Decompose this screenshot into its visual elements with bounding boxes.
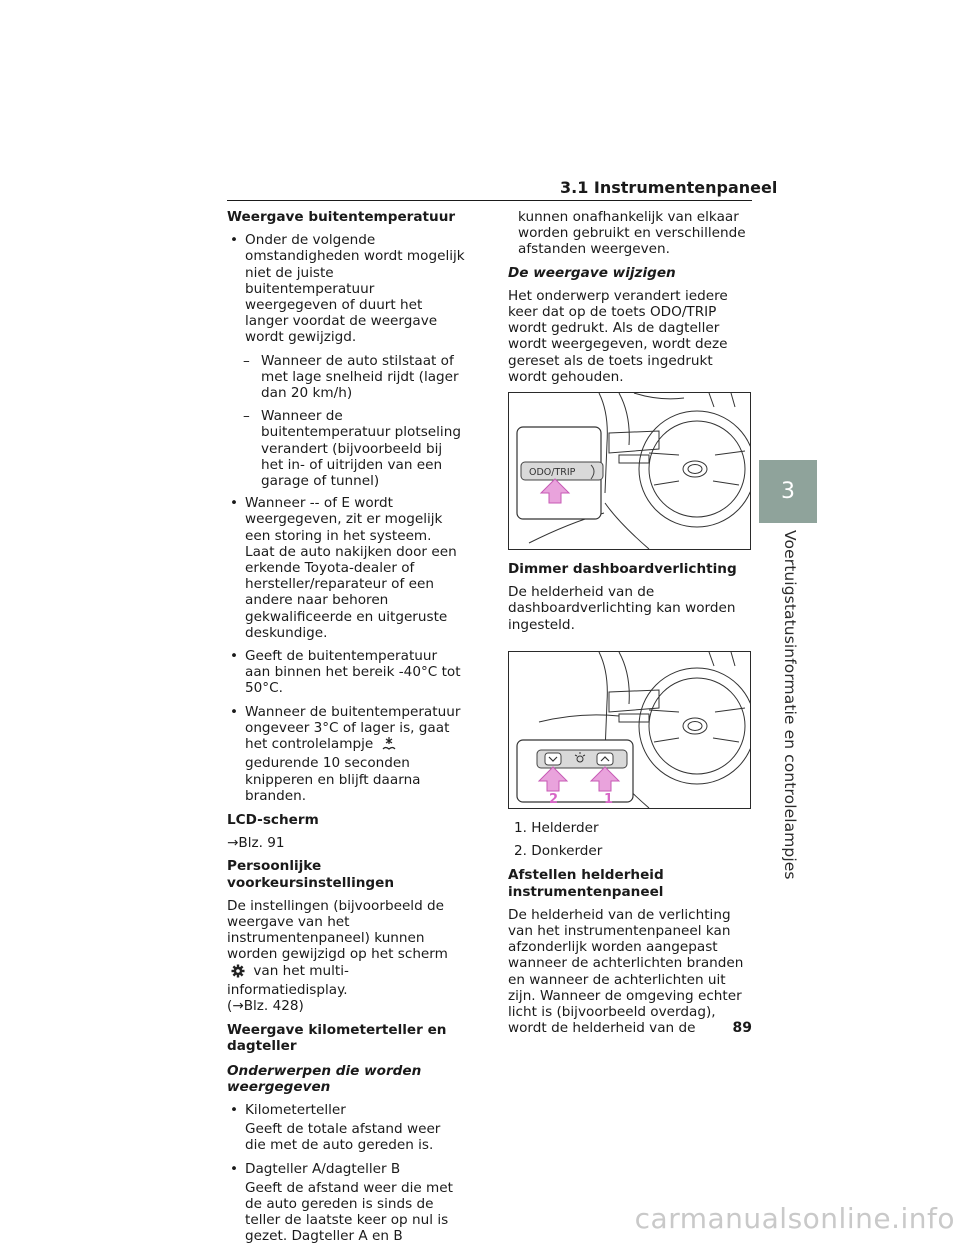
heading-brightness: Afstellen helderheid instrumentenpaneel [508,867,664,900]
header-divider [227,200,752,201]
bullet-conditions: • Onder de volgende omstandigheden wordt mogelijk niet de juiste buitentemperatuur weergegeven of duurt het langer voordat de weergave wordt gewijzigd. [227,232,465,345]
preferences-text [227,898,465,1014]
list-item-brighter: 1. Helderder [514,820,599,836]
bullet-range: • Geeft de buitentemperatuur aan binnen het bereik -40°C tot 50°C. [227,648,465,697]
bullet-ice-warning [227,704,465,804]
dimmer-text: De helderheid van de dashboardverlichting kan worden ingesteld. [508,584,736,633]
item-odometer: • Kilometerteller [227,1102,465,1118]
section-header: 3.1 Instrumentenpaneel [560,178,778,197]
item-tripmeter-desc: Geeft de afstand weer die met de auto gereden is sinds de teller de laatste keer op nul is gezet. Dagteller A en B [245,1179,453,1245]
preferences-text-b: van het multi-informatiedisplay. [227,962,349,998]
left-column [227,209,465,1252]
preferences-text-a: De instellingen (bijvoorbeeld de weergave van het instrumentenpaneel) kunnen worden gewijzigd op het scherm [227,897,448,963]
lcd-page-ref[interactable]: →Blz. 91 [227,835,285,852]
figure-odo-trip [508,392,751,550]
list-item-darker: 2. Donkerder [514,843,603,860]
ice-warning-text-b: gedurende 10 seconden knipperen en blijft daarna branden. [245,755,421,804]
odo-trip-button-label: ODO/TRIP [529,467,576,478]
gear-icon [231,964,245,982]
bullet-malfunction: • Wanneer -- of E wordt weergegeven, zit er mogelijk een storing in het systeem. Laat de auto nakijken door een erkende Toyota-dealer of hersteller/reparateur of een andere naar behoren gekwalificeerde en uitgeruste deskundige. [227,495,465,641]
heading-lcd: LCD-scherm [227,811,319,828]
brightness-text: De helderheid van de verlichting van het instrumentenpaneel kan afzonderlijk worden aangepast wanneer de achterlichten branden en wanneer de achterlichten uit zijn. Wanneer de omgeving echter licht is (bijvoorbeeld overdag), wordt de helderheid van de [508,906,744,1037]
ice-warning-text-a: Wanneer de buitentemperatuur ongeveer 3°C of lager is, gaat het controlelampje [245,703,461,753]
callout-2: 2 [549,792,559,807]
right-column-bottom [508,820,752,1043]
change-display-text: Het onderwerp verandert iedere keer dat op de toets ODO/TRIP wordt gedrukt. Als de dagteller wordt weergegeven, wordt deze gereset als de toets ingedrukt wordt gehouden. [508,287,728,385]
figure-dimmer [508,651,751,809]
heading-odometer: Weergave kilometerteller en dagteller [227,1022,447,1055]
heading-preferences: Persoonlijke voorkeursinstellingen [227,858,395,891]
dash-text-2: Wanneer de buitentemperatuur plotseling verandert (bijvoorbeeld bij het in- of uitrijden van een garage of tunnel) [261,408,461,490]
chapter-tab[interactable]: 3 [759,460,817,523]
ice-warning-icon [382,736,396,755]
dash-text-1: Wanneer de auto stilstaat of met lage snelheid rijdt (lager dan 20 km/h) [261,352,459,402]
page-number: 89 [732,1020,752,1036]
heading-change-display: De weergave wijzigen [508,264,676,281]
callout-1: 1 [604,792,614,807]
right-column-middle [508,561,752,640]
chapter-title: Voertuigstatusinformatie en controlelampjes [781,530,799,880]
right-column-top [508,209,752,392]
dash-item: – Wanneer de buitentemperatuur plotseling verandert (bijvoorbeeld bij het in- of uitrijden van een garage of tunnel) [243,408,461,490]
dash-item: – Wanneer de auto stilstaat of met lage snelheid rijdt (lager dan 20 km/h) [243,352,459,402]
item-odometer-desc: Geeft de totale afstand weer die met de auto gereden is. [245,1121,441,1154]
item-tripmeter: • Dagteller A/dagteller B [227,1161,465,1177]
preferences-page-ref[interactable]: (→Blz. 428) [227,997,304,1014]
watermark: carmanualsonline.info [634,1202,955,1235]
heading-outside-temp: Weergave buitentemperatuur [227,209,456,225]
tripmeter-continuation: kunnen onafhankelijk van elkaar worden gebruikt en verschillende afstanden weergeven. [518,209,746,258]
subheading-items: Onderwerpen die worden weergegeven [227,1062,422,1095]
heading-dimmer: Dimmer dashboardverlichting [508,561,737,577]
